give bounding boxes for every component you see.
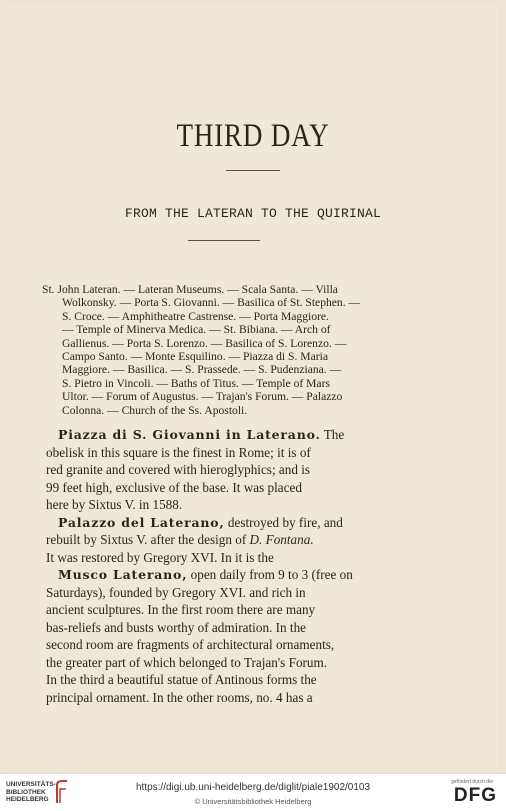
library-logo-text: UNIVERSITÄTS- BIBLIOTHEK HEIDELBERG bbox=[6, 781, 56, 803]
summary-line: Ultor. — Forum of Augustus. — Trajan's Forum. — Palazzo bbox=[62, 390, 343, 404]
paragraph-line: 99 feet high, exclusive of the base. It was placed bbox=[46, 479, 302, 495]
summary-line: — Temple of Minerva Medica. — St. Bibiana. — Arch of bbox=[62, 323, 331, 337]
paragraph-heading: Musco Laterano, bbox=[58, 567, 188, 582]
paragraph-line: principal ornament. In the other rooms, no. 4 has a bbox=[46, 689, 313, 705]
subtitle-rule bbox=[188, 240, 260, 241]
summary-line: Campo Santo. — Monte Esquilino. — Piazza di S. Maria bbox=[62, 350, 328, 364]
summary-line: S. Croce. — Amphitheatre Castrense. — Porta Maggiore. bbox=[62, 309, 329, 323]
chapter-summary bbox=[42, 283, 408, 417]
paragraph-heading: Piazza di S. Giovanni in Laterano. bbox=[58, 427, 321, 442]
summary-line: Wolkonsky. — Porta S. Giovanni. — Basilica of St. Stephen. — bbox=[62, 296, 361, 310]
dfg-logo[interactable]: DFG bbox=[453, 785, 497, 806]
copyright-text: © Universitätsbibliothek Heidelberg bbox=[194, 797, 312, 806]
paragraph-line: Musco Laterano, open daily from 9 to 3 (free on bbox=[58, 567, 353, 582]
funded-by-text: gefördert durch die bbox=[451, 779, 493, 785]
paragraph-line: second room are fragments of architectural ornaments, bbox=[46, 637, 335, 652]
paragraph-line: red granite and covered with hieroglyphics; and is bbox=[46, 462, 311, 477]
paragraph-line: bas-reliefs and busts worthy of admiration. In the bbox=[46, 619, 307, 635]
paragraph-heading: Palazzo del Laterano, bbox=[58, 514, 225, 530]
paragraph-line: rebuilt by Sixtus V. after the design of D. Fontana. bbox=[46, 532, 314, 547]
paragraph-line: Piazza di S. Giovanni in Laterano. The bbox=[58, 427, 345, 442]
summary-line: S. Pietro in Vincoli. — Baths of Titus. — Temple of Mars bbox=[62, 376, 330, 390]
paragraph-line: In the third a beautiful statue of Antinous forms the bbox=[46, 672, 317, 687]
architect-name: D. Fontana. bbox=[249, 532, 314, 547]
paragraph-line: ancient sculptures. In the first room there are many bbox=[46, 602, 316, 617]
paragraph-line: Saturdays), founded by Gregory XVI. and rich in bbox=[46, 584, 306, 600]
summary-line: Maggiore. — Basilica. — S. Prassede. — S. Pudenziana. — bbox=[62, 363, 342, 377]
chapter-subtitle: FROM THE LATERAN TO THE QUIRINAL bbox=[124, 206, 382, 221]
paragraph-line: here by Sixtus V. in 1588. bbox=[46, 497, 183, 512]
paragraph-line: obelisk in this square is the finest in Rome; it is of bbox=[46, 444, 311, 460]
page-url-link[interactable]: https://digi.ub.uni-heidelberg.de/diglit/piale1902/0103 bbox=[135, 782, 371, 793]
summary-line: St. John Lateran. — Lateran Museums. — Scala Santa. — Villa bbox=[42, 283, 338, 296]
body-text bbox=[46, 426, 408, 706]
summary-line: Gallienus. — Porta S. Lorenzo. — Basilica of S. Lorenzo. — bbox=[62, 336, 347, 350]
page-title: THIRD DAY bbox=[176, 118, 330, 154]
paragraph-line: It was restored by Gregory XVI. In it is the bbox=[46, 549, 274, 565]
viewer-footer bbox=[0, 773, 506, 811]
paragraph-line: the greater part of which belonged to Trajan's Forum. bbox=[46, 654, 328, 670]
paragraph-line: Palazzo del Laterano, destroyed by fire, and bbox=[58, 514, 343, 530]
title-rule bbox=[226, 170, 280, 171]
summary-line: Colonna. — Church of the Ss. Apostoli. bbox=[62, 403, 248, 417]
